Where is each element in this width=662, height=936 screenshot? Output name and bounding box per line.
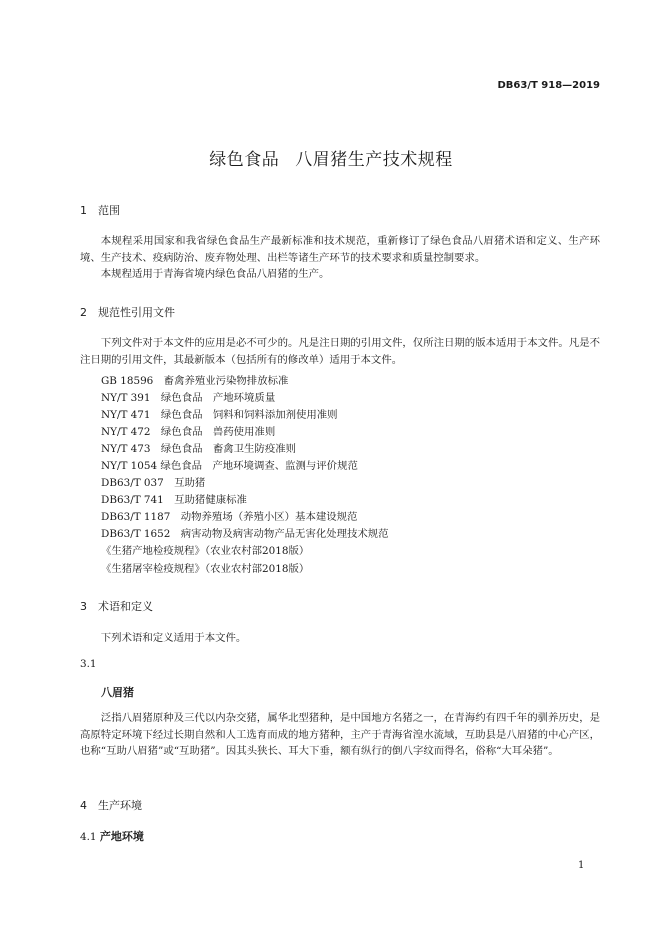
reference-item: DB63/T 1652 病害动物及病害动物产品无害化处理技术规范 <box>101 528 389 540</box>
reference-item: NY/T 472 绿色食品 兽药使用准则 <box>101 426 276 438</box>
subsection-number: 4.1 <box>80 831 97 843</box>
reference-item: NY/T 391 绿色食品 产地环境质量 <box>101 392 276 404</box>
section-title: 生产环境 <box>98 799 142 812</box>
title-part-2: 八眉猪生产技术规程 <box>295 150 453 170</box>
reference-item: DB63/T 1187 动物养殖场（养殖小区）基本建设规范 <box>101 511 358 523</box>
reference-item: DB63/T 741 互助猪健康标准 <box>101 494 247 506</box>
terms-intro: 下列术语和定义适用于本文件。 <box>100 632 247 644</box>
reference-item: GB 18596 畜禽养殖业污染物排放标准 <box>101 375 289 387</box>
term-name: 八眉猪 <box>101 686 134 699</box>
scope-paragraph-1: 本规程采用国家和我省绿色食品生产最新标准和技术规范，重新修订了绿色食品八眉猪术语和定义、生产环境、生产技术、疫病防治、废弃物处理、出栏等诸生产环节的技术要求和质量控制要求。 <box>80 235 600 264</box>
section-heading-references <box>80 304 175 320</box>
section-title: 规范性引用文件 <box>98 306 175 319</box>
reference-item: 《生猪产地检疫规程》（农业农村部2018版） <box>101 545 310 557</box>
document-title <box>0 145 662 170</box>
section-title: 范围 <box>98 204 120 217</box>
section-number: 1 <box>80 204 87 217</box>
subsection-heading-site-environment <box>80 828 144 844</box>
section-number: 4 <box>80 799 87 812</box>
section-number: 2 <box>80 306 87 319</box>
standard-number: DB63/T 918—2019 <box>497 80 600 91</box>
section-heading-terms <box>80 598 153 614</box>
section-heading-scope <box>80 202 120 218</box>
section-title: 术语和定义 <box>98 600 153 613</box>
reference-item: NY/T 471 绿色食品 饲料和饲料添加剂使用准则 <box>101 409 338 421</box>
section-heading-environment <box>80 797 142 813</box>
term-number: 3.1 <box>80 658 97 670</box>
reference-item: NY/T 473 绿色食品 畜禽卫生防疫准则 <box>101 443 296 455</box>
term-definition: 泛指八眉猪原种及三代以内杂交猪，属华北型猪种，是中国地方名猪之一，在青海约有四千年的驯养历史，是高原特定环境下经过长期自然和人工选育而成的地方猪种，主产于青海省湟水流域，互助县是八眉猪的中心产区，也称“互助八眉猪”或“互助猪”。因其头狭长、耳大下垂，额有纵行的倒八字纹而得名，俗称“大耳朵猪”。 <box>80 712 600 757</box>
scope-paragraph-2: 本规程适用于青海省境内绿色食品八眉猪的生产。 <box>100 268 330 280</box>
references-intro: 下列文件对于本文件的应用是必不可少的。凡是注日期的引用文件，仅所注日期的版本适用于本文件。凡是不注日期的引用文件，其最新版本（包括所有的修改单）适用于本文件。 <box>80 337 600 366</box>
page-number: 1 <box>578 860 585 871</box>
reference-item: DB63/T 037 互助猪 <box>101 477 206 489</box>
reference-item: NY/T 1054 绿色食品 产地环境调查、监测与评价规范 <box>101 460 358 472</box>
subsection-title: 产地环境 <box>99 830 144 843</box>
section-number: 3 <box>80 600 87 613</box>
reference-item: 《生猪屠宰检疫规程》（农业农村部2018版） <box>101 563 310 575</box>
title-part-1: 绿色食品 <box>209 150 280 170</box>
